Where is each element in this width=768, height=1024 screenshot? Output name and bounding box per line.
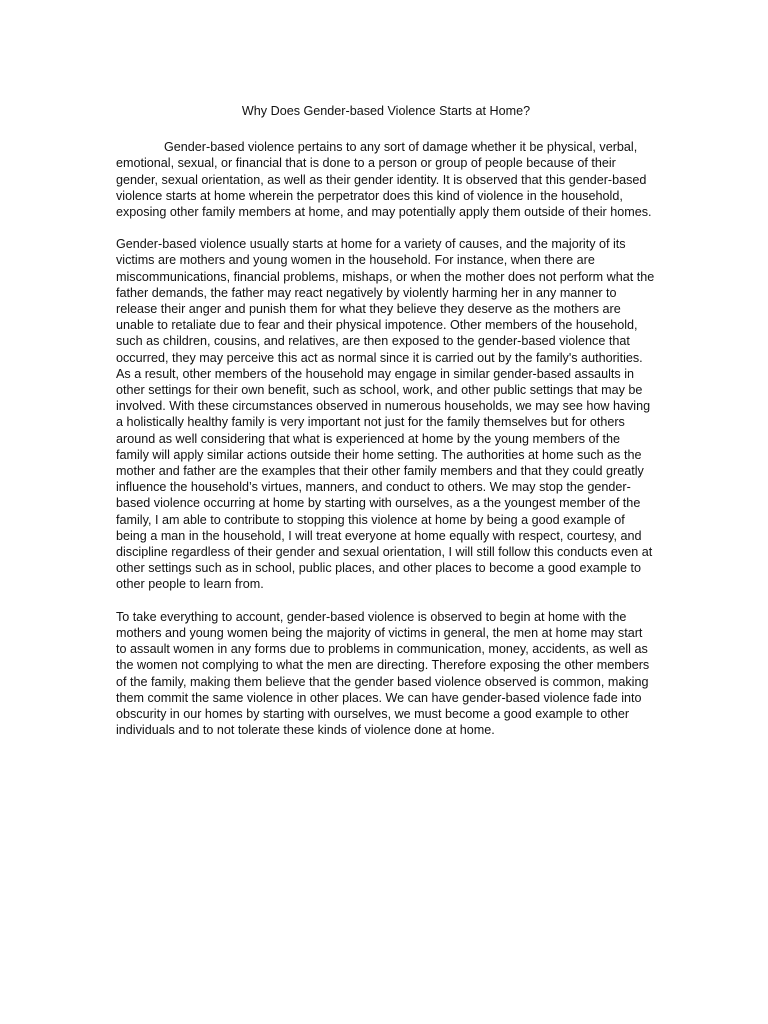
document-body [116, 103, 656, 754]
paragraph-conclusion: To take everything to account, gender-based violence is observed to begin at home with the mothers and young women being the majority of victims in general, the men at home may start to assault women in any forms due to problems in communication, money, accidents, as well as the women not complying to what the men are directing. Therefore exposing the other members of the family, making them believe that the gender based violence observed is common, making them commit the same violence in other places. We can have gender-based violence fade into obscurity in our homes by starting with ourselves, we must become a good example to other individuals and to not tolerate these kinds of violence done at home. [116, 609, 650, 738]
document-title: Why Does Gender-based Violence Starts at Home? [241, 104, 531, 118]
paragraph-introduction: Gender-based violence pertains to any sort of damage whether it be physical, verbal, emotional, sexual, or financial that is done to a person or group of people because of their gender, sexual orientation, as well as their gender identity. It is observed that this gender-based violence starts at home wherein the perpetrator does this kind of violence in the household, exposing other family members at home, and may potentially apply them outside of their homes. [116, 140, 652, 220]
paragraph-body: Gender-based violence usually starts at home for a variety of causes, and the majority of its victims are mothers and young women in the household. For instance, when there are miscommunications, financial problems, mishaps, or when the mother does not perform what the father demands, the father may react negatively by violently harming her in any manner to release their anger and punish them for what they believe they deserve as the mothers are unable to retaliate due to fear and their physical impotence. Other members of the household, such as children, cousins, and relatives, are then exposed to the gender-based violence that occurred, they may perceive this act as normal since it is carried out by the family's authorities. As a result, other members of the household may engage in similar gender-based assaults in other settings for their own benefit, such as school, work, and other public settings that may be involved. With these circumstances observed in numerous households, we may see how having a holistically healthy family is very important not just for the family themselves but for others around as well considering that what is experienced at home by the young members of the family will apply similar actions outside their home setting. The authorities at home such as the mother and father are the examples that their other family members and that they could greatly influence the household’s virtues, manners, and conduct to others. We may stop the gender-based violence occurring at home by starting with ourselves, as a the youngest member of the family, I am able to contribute to stopping this violence at home by being a good example of being a man in the household, I will treat everyone at home equally with respect, courtesy, and discipline regardless of their gender and sexual orientation, I will still follow this conducts even at other settings such as in school, public places, and other places to become a good example to other people to learn from. [116, 237, 655, 592]
